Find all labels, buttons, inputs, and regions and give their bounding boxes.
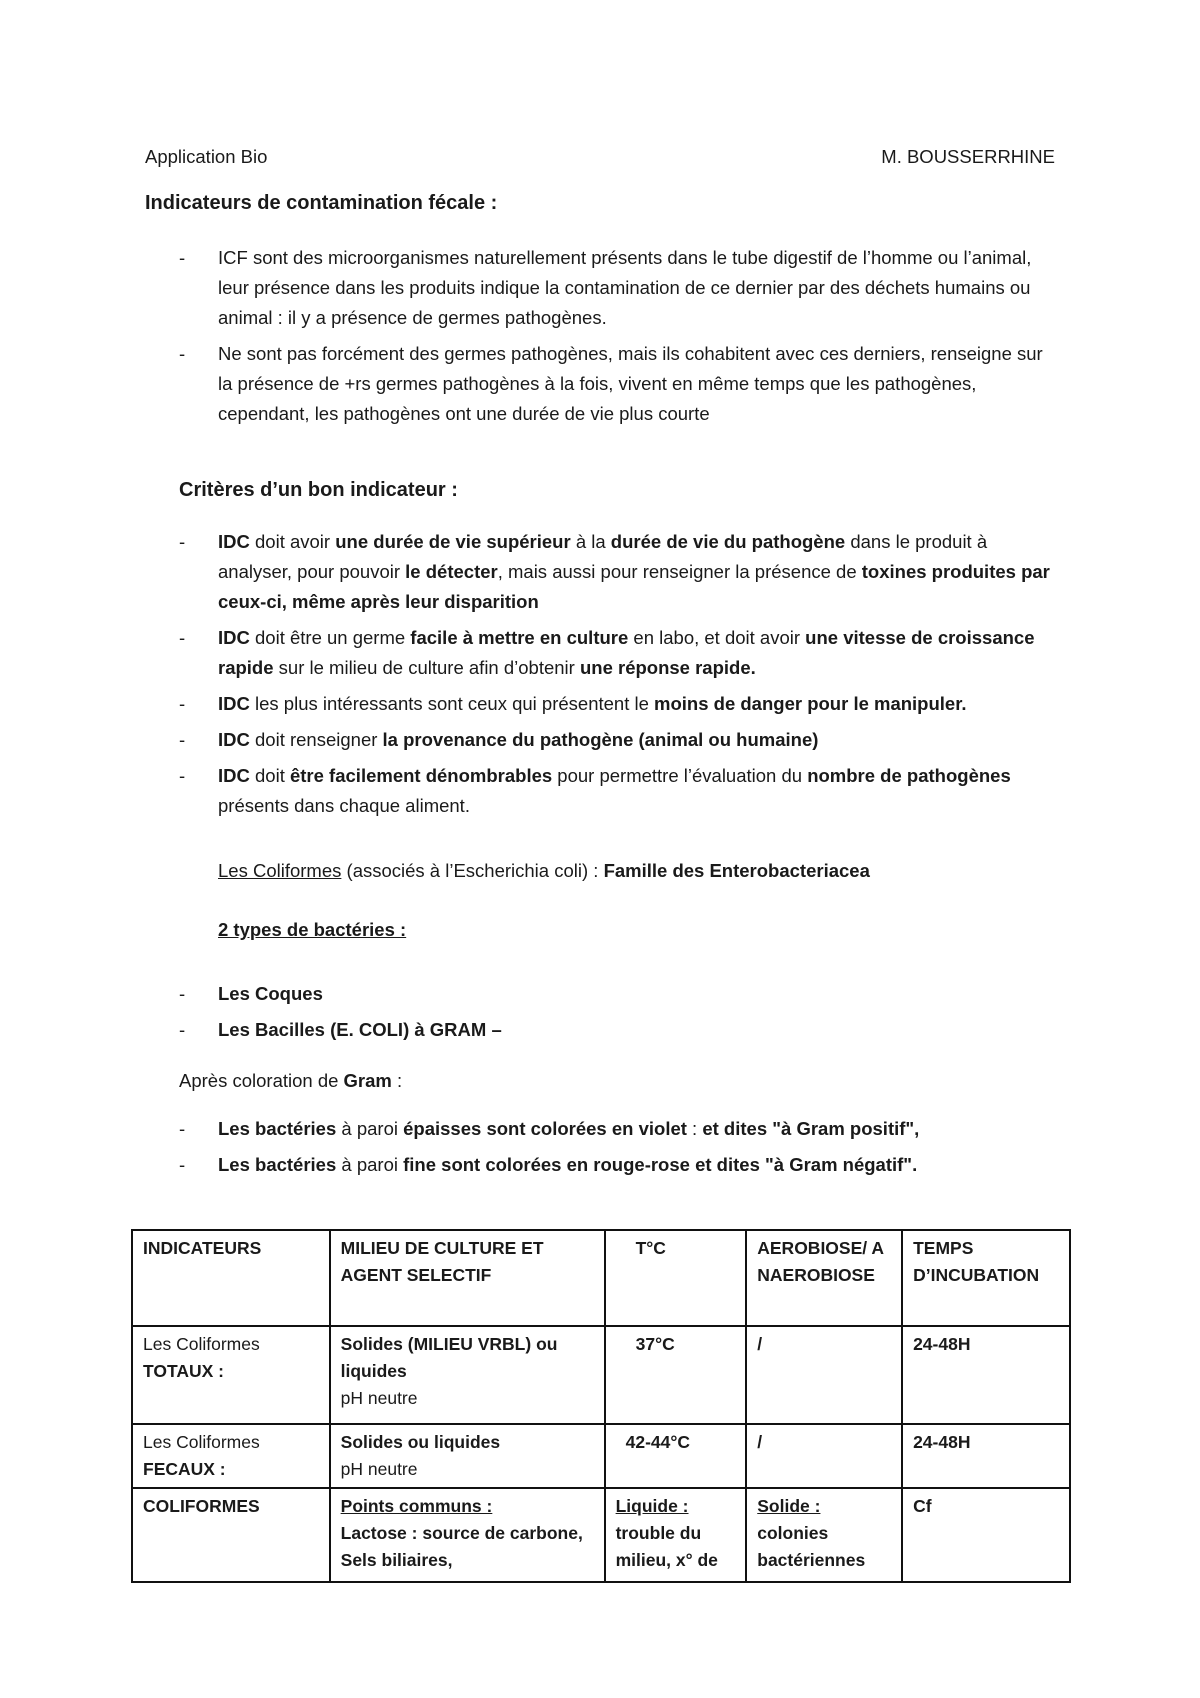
bullet-dash: - <box>179 627 186 648</box>
list-item <box>179 243 1059 333</box>
list-item <box>179 623 1059 683</box>
gram-pre: Après coloration de <box>179 1070 344 1091</box>
list-item-text: Les Coques <box>218 983 323 1004</box>
row-milieu <box>330 1488 605 1582</box>
list-item-text: à la <box>570 531 611 552</box>
indicators-table <box>131 1229 1071 1583</box>
table-row <box>132 1488 1070 1582</box>
table-header-cell: MILIEU DE CULTURE ET AGENT SELECTIF <box>330 1230 605 1326</box>
list-item-text: dans le produit à analyser, pour pouvoir <box>218 531 988 582</box>
row-milieu <box>330 1424 605 1488</box>
row-temp-label: Liquide : <box>615 1496 689 1516</box>
row-milieu-line: Solides ou liquides <box>340 1432 501 1452</box>
criteria-list <box>179 527 1059 827</box>
list-item-text: Les bactéries <box>218 1118 337 1139</box>
list-item-text: durée de vie du pathogène <box>610 531 846 552</box>
criteria-title: Critères d’un bon indicateur : <box>179 479 458 501</box>
list-item <box>179 725 1059 755</box>
list-item-text: Ne sont pas forcément des germes pathogènes, mais ils cohabitent avec ces derniers, renseigne sur la présence de +rs germes pathogènes à la fois, vivent en même temps que les pathogènes, cependant, les pathogènes ont une durée de vie plus courte <box>218 343 1043 424</box>
row-label: COLIFORMES <box>132 1488 330 1582</box>
list-item-text: présents dans chaque aliment. <box>218 795 470 816</box>
list-item-text: IDC <box>218 531 250 552</box>
table-header-row <box>132 1230 1070 1326</box>
row-milieu-line: Lactose : source de carbone, Sels biliaires, <box>340 1523 583 1570</box>
header-right: M. BOUSSERRHINE <box>881 146 1055 167</box>
list-item-text: épaisses sont colorées en violet <box>403 1118 687 1139</box>
table-header-cell: TEMPS D’INCUBATION <box>902 1230 1070 1326</box>
row-aero-rest: colonies bactériennes <box>757 1523 866 1570</box>
list-item-text: Les bactéries <box>218 1154 337 1175</box>
list-item-text: doit avoir <box>249 531 336 552</box>
row-aero: / <box>746 1424 902 1488</box>
table-row <box>132 1424 1070 1488</box>
bullet-dash: - <box>179 247 186 268</box>
bullet-dash: - <box>179 1118 186 1139</box>
list-item-text: à paroi <box>336 1118 404 1139</box>
list-item-text: facile à mettre en culture <box>410 627 629 648</box>
row-label <box>132 1424 330 1488</box>
list-item-text: sur le milieu de culture afin d’obtenir <box>273 657 580 678</box>
list-item-text: ICF sont des microorganismes naturellement présents dans le tube digestif de l’homme ou l’animal, leur présence dans les produits indique la contamination de ce dernier par des déchets humains ou animal : il y a présence de germes pathogènes. <box>218 247 1032 328</box>
row-label <box>132 1326 330 1424</box>
list-item-text: et dites "à Gram négatif". <box>695 1154 918 1175</box>
list-item-text: et dites "à Gram positif", <box>702 1118 920 1139</box>
intro-list <box>179 243 1059 435</box>
coliformes-mid: (associés à l’Escherichia coli) : <box>341 860 604 881</box>
list-item-text: IDC <box>218 693 250 714</box>
list-item-text: : <box>686 1118 703 1139</box>
list-item-text: toxines produites par ceux-ci, même après leur disparition <box>218 561 1050 612</box>
coliformes-family: Famille des Enterobacteriacea <box>603 860 870 881</box>
table-row <box>132 1326 1070 1424</box>
row-label-line: FECAUX : <box>143 1459 226 1479</box>
table-header-cell: T°C <box>605 1230 747 1326</box>
list-item-text: être facilement dénombrables <box>289 765 553 786</box>
list-item-text: Les Bacilles (E. COLI) à GRAM – <box>218 1019 502 1040</box>
table-header-cell: AEROBIOSE/ ANAEROBIOSE <box>746 1230 902 1326</box>
types-title: 2 types de bactéries : <box>218 919 407 940</box>
list-item <box>179 527 1059 617</box>
list-item-text: la provenance du pathogène (animal ou humaine) <box>382 729 819 750</box>
gram-line <box>179 1066 402 1096</box>
page-title: Indicateurs de contamination fécale : <box>145 192 498 214</box>
row-temp: 37°C <box>605 1326 747 1424</box>
list-item-text: une durée de vie supérieur <box>335 531 571 552</box>
bullet-dash: - <box>179 531 186 552</box>
list-item-text: IDC <box>218 729 250 750</box>
row-label-line: Les Coliformes <box>143 1334 260 1354</box>
row-time: Cf <box>902 1488 1070 1582</box>
bullet-dash: - <box>179 343 186 364</box>
list-item <box>179 1015 1059 1045</box>
coliformes-line <box>218 856 870 886</box>
row-milieu-line: Solides (MILIEU VRBL) ou liquides <box>340 1334 558 1381</box>
bullet-dash: - <box>179 1019 186 1040</box>
list-item-text: IDC <box>218 765 250 786</box>
list-item-text: doit renseigner <box>249 729 383 750</box>
list-item <box>179 1114 1059 1144</box>
row-time: 24-48H <box>902 1424 1070 1488</box>
list-item-text: moins de danger pour le manipuler. <box>654 693 967 714</box>
list-item <box>179 339 1059 429</box>
list-item <box>179 979 1059 1009</box>
row-time: 24-48H <box>902 1326 1070 1424</box>
list-item-text: fine sont colorées en rouge-rose <box>403 1154 690 1175</box>
list-item-text: pour permettre l’évaluation du <box>552 765 808 786</box>
bullet-dash: - <box>179 729 186 750</box>
list-item-text: à paroi <box>336 1154 404 1175</box>
list-item-text: le détecter <box>405 561 498 582</box>
list-item-text: les plus intéressants sont ceux qui présentent le <box>249 693 655 714</box>
row-milieu-line: Points communs : <box>340 1496 493 1516</box>
row-milieu <box>330 1326 605 1424</box>
gram-bold: Gram <box>343 1070 392 1091</box>
row-milieu-line: pH neutre <box>340 1459 418 1479</box>
list-item-text: IDC <box>218 627 250 648</box>
bullet-dash: - <box>179 765 186 786</box>
row-milieu-line: pH neutre <box>340 1388 418 1408</box>
gram-list <box>179 1114 1059 1186</box>
row-temp: 42-44°C <box>605 1424 747 1488</box>
row-aero <box>746 1488 902 1582</box>
list-item-text: , mais aussi pour renseigner la présence de <box>497 561 862 582</box>
types-list <box>179 979 1059 1051</box>
bullet-dash: - <box>179 983 186 1004</box>
gram-post: : <box>391 1070 403 1091</box>
coliformes-label: Les Coliformes <box>218 860 342 881</box>
list-item <box>179 1150 1059 1180</box>
bullet-dash: - <box>179 1154 186 1175</box>
list-item-text: en labo, et doit avoir <box>628 627 806 648</box>
row-aero-label: Solide : <box>757 1496 821 1516</box>
list-item-text: nombre de pathogènes <box>807 765 1011 786</box>
header-left: Application Bio <box>145 146 268 167</box>
row-temp <box>605 1488 747 1582</box>
row-label-line: Les Coliformes <box>143 1432 260 1452</box>
list-item <box>179 761 1059 821</box>
bullet-dash: - <box>179 693 186 714</box>
list-item-text: doit <box>249 765 290 786</box>
row-aero: / <box>746 1326 902 1424</box>
list-item-text: une vitesse de croissance rapide <box>218 627 1035 678</box>
list-item <box>179 689 1059 719</box>
table-header-cell: INDICATEURS <box>132 1230 330 1326</box>
list-item-text: une réponse rapide. <box>579 657 756 678</box>
list-item-text: doit être un germe <box>249 627 411 648</box>
row-label-line: TOTAUX : <box>143 1361 225 1381</box>
row-temp-rest: trouble du milieu, x° de <box>615 1523 718 1570</box>
